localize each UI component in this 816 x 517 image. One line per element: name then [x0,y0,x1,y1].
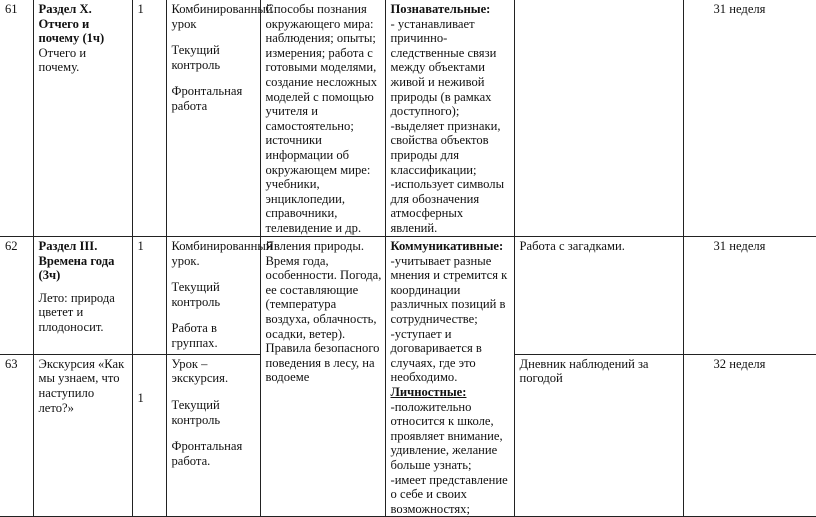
uud-title: Познавательные: [390,2,491,16]
uud-title: Коммуникативные: [390,239,504,253]
lesson-topic [33,237,132,355]
topic-text: Отчего и почему. [38,45,87,75]
control-type: Текущий контроль [171,397,221,427]
uud-item: -учитывает разные мнения и стремится к координации различных позиций в сотрудничестве; [390,253,508,326]
lesson-number: 61 [0,0,33,237]
uud-item: -положительно относится к школе, проявляет внимание, удивление, желание больше узнать; [390,399,503,472]
content-part: Явления природы. Время года, особенности. Погода, ее составляющие (температура воздуха, облачность, осадки, ветер). [265,239,382,341]
uud-item: -выделяет признаки, свойства объектов природы для классификации; [390,118,501,177]
week-cell: 31 неделя [683,237,816,355]
lesson-number: 62 [0,237,33,355]
work-form: Работа в группах. [171,321,218,350]
topic-text: Лето: природа цветет и плодоносит. [38,290,115,334]
uud-item: - устанавливает причинно-следственные связи между объектами живой и неживой природы (в рамках доступного); [390,16,497,119]
uud-cell [385,237,514,517]
table-row [0,237,816,355]
lesson-hours: 1 [132,0,166,237]
lesson-topic [33,0,132,237]
section-title: Раздел III. Времена года (3ч) [38,239,115,283]
hours-value: 1 [137,390,144,405]
lesson-type: Комбинированный урок. [171,239,273,268]
lesson-hours [132,354,166,516]
lesson-type-cell [166,0,273,237]
uud-cell [385,0,514,237]
work-form: Фронтальная работа. [171,439,243,468]
uud-item: -имеет представление о себе и своих возможностях; [390,472,508,516]
control-type: Текущий контроль [171,280,221,309]
uud-title: Личностные: [390,384,467,399]
topic-text: Экскурсия «Как мы узнаем, что наступило лето?» [38,356,125,415]
lesson-topic [33,354,132,516]
lesson-hours: 1 [132,237,166,355]
lesson-type: Урок – экскурсия. [171,356,229,386]
lesson-type: Комбинированный урок [171,2,273,31]
lesson-content [260,237,385,517]
lesson-content: Способы познания окружающего мира: наблюдения; опыты; измерения; работа с готовыми моделями, создание несложных моделей с помощью учителя и самостоятельно; источники информации об окружающем мире: учебники, энциклопедии, справочники, телевидение и др. [260,0,385,237]
week-cell: 32 неделя [683,354,816,516]
activity-cell: Дневник наблюдений за погодой [514,354,683,516]
lesson-type-cell [166,237,273,355]
uud-item: -использует символы для обозначения атмосферных явлений. [390,177,505,235]
content-part: Правила безопасного поведения в лесу, на водоеме [265,341,380,385]
section-title: Раздел X. Отчего и почему (1ч) [38,2,105,46]
lesson-number: 63 [0,354,33,516]
table-row [0,0,816,237]
week-cell: 31 неделя [683,0,816,237]
work-form: Фронтальная работа [171,84,243,113]
uud-item: -уступает и договаривается в случаях, где это необходимо. [390,326,482,385]
activity-cell: Работа с загадками. [514,237,683,355]
control-type: Текущий контроль [171,43,221,72]
lesson-type-cell [166,354,260,516]
activity-cell [514,0,683,237]
